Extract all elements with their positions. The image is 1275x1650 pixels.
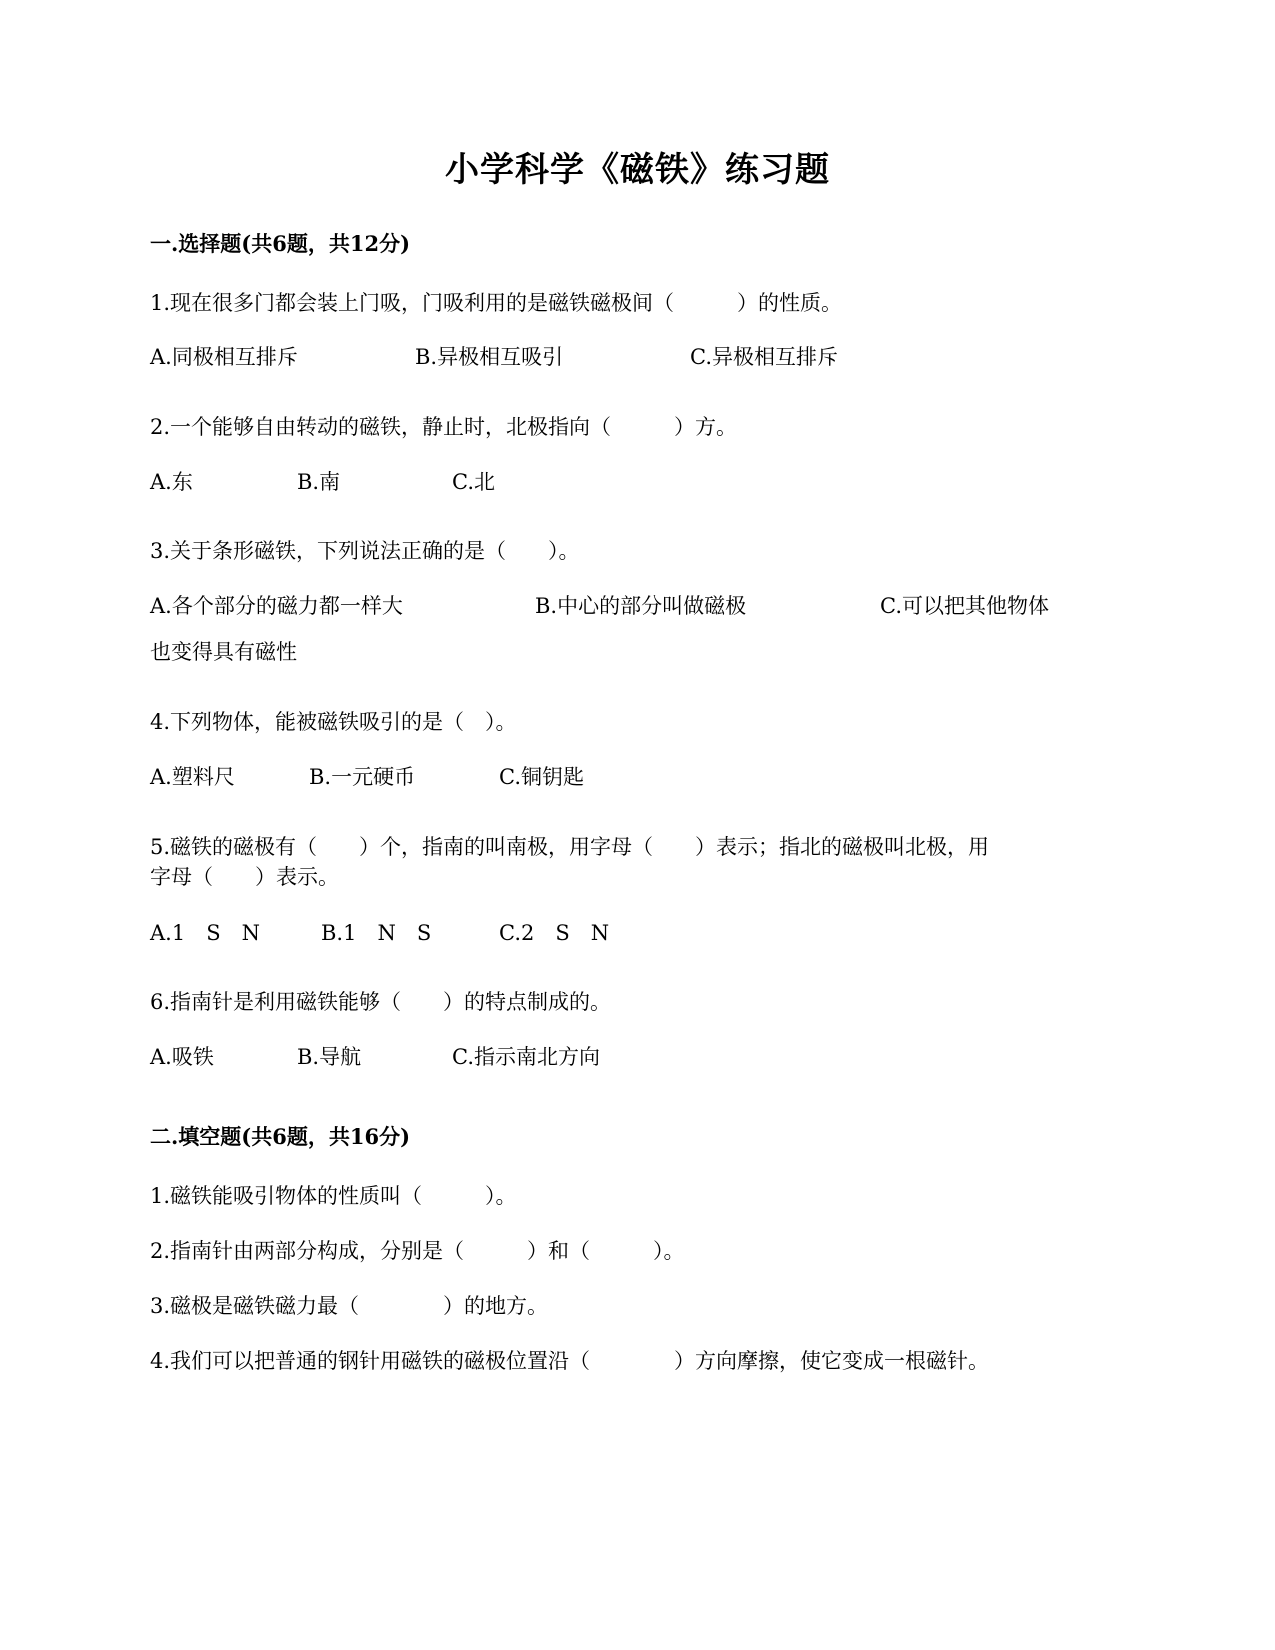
option-a: A.东 xyxy=(150,470,193,494)
option-a: A.塑料尺 xyxy=(150,765,235,789)
section-heading-fill: 二.填空题(共6题，共16分) xyxy=(150,1124,411,1149)
option-c: C.指示南北方向 xyxy=(452,1045,600,1069)
question-stem: 2.一个能够自由转动的磁铁，静止时，北极指向（ ）方。 xyxy=(150,415,738,439)
question-stem: 5.磁铁的磁极有（ ）个，指南的叫南极，用字母（ ）表示；指北的磁极叫北极，用 xyxy=(150,835,990,859)
option-c: C.异极相互排斥 xyxy=(690,345,838,369)
option-a: A.吸铁 xyxy=(150,1045,214,1069)
fill-question: 1.磁铁能吸引物体的性质叫（ ）。 xyxy=(150,1184,517,1208)
option-c: C.2 S N xyxy=(499,921,610,945)
option-b: B.中心的部分叫做磁极 xyxy=(535,594,747,618)
option-b: B.南 xyxy=(297,470,341,494)
question-stem: 3.关于条形磁铁，下列说法正确的是（ ）。 xyxy=(150,539,580,563)
option-b: B.一元硬币 xyxy=(309,765,416,789)
option-a: A.同极相互排斥 xyxy=(150,345,298,369)
section-heading-choice: 一.选择题(共6题，共12分) xyxy=(150,231,411,256)
option-b: B.导航 xyxy=(297,1045,362,1069)
fill-question: 2.指南针由两部分构成，分别是（ ）和（ ）。 xyxy=(150,1239,685,1263)
question-stem: 6.指南针是利用磁铁能够（ ）的特点制成的。 xyxy=(150,990,612,1014)
option-b: B.1 N S xyxy=(321,921,432,945)
option-a: A.各个部分的磁力都一样大 xyxy=(150,594,403,618)
page-title: 小学科学《磁铁》练习题 xyxy=(445,150,830,190)
option-b: B.异极相互吸引 xyxy=(415,345,564,369)
option-c: C.北 xyxy=(452,470,495,494)
option-a: A.1 S N xyxy=(150,921,260,945)
option-c: C.铜钥匙 xyxy=(499,765,584,789)
question-stem: 1.现在很多门都会装上门吸，门吸利用的是磁铁磁极间（ ）的性质。 xyxy=(150,291,843,315)
option-continued: 也变得具有磁性 xyxy=(150,640,297,664)
question-stem: 4.下列物体，能被磁铁吸引的是（ ）。 xyxy=(150,710,517,734)
option-c: C.可以把其他物体 xyxy=(880,594,1049,618)
question-stem-continued: 字母（ ）表示。 xyxy=(150,865,339,889)
fill-question: 4.我们可以把普通的钢针用磁铁的磁极位置沿（ ）方向摩擦，使它变成一根磁针。 xyxy=(150,1349,990,1373)
fill-question: 3.磁极是磁铁磁力最（ ）的地方。 xyxy=(150,1294,549,1318)
